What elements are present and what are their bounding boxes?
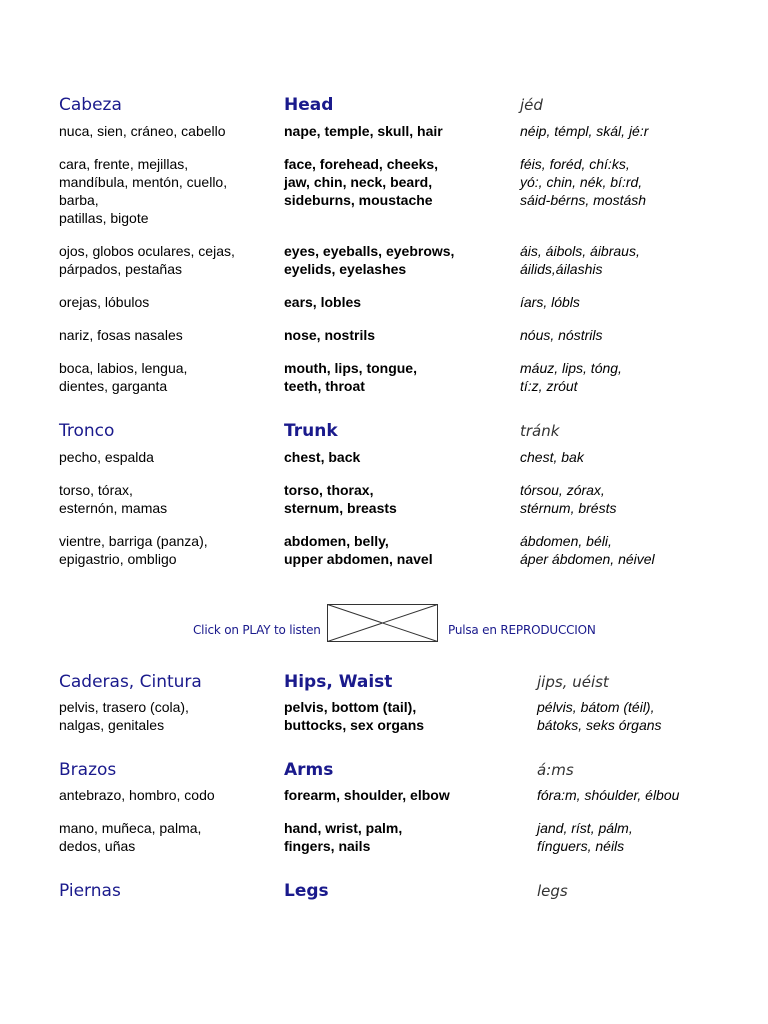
vocab-pronunciation: néip, témpl, skál, jé:r [520,123,649,139]
vocab-es: nariz, fosas nasales [59,327,183,343]
play-instruction-es: Pulsa en REPRODUCCION [448,623,596,637]
heading-en: Legs [284,881,329,901]
vocab-en: torso, thorax, sternum, breasts [284,482,397,516]
play-instruction-en: Click on PLAY to listen [193,623,321,637]
heading-es: Cabeza [59,95,122,115]
heading-pronunciation: á:ms [537,761,574,779]
audio-player-row [0,604,768,644]
vocab-pronunciation: jand, ríst, pálm, fínguers, néils [537,820,633,854]
vocab-en: pelvis, bottom (tail), buttocks, sex organs [284,699,425,733]
heading-pronunciation: legs [537,882,568,900]
heading-es: Brazos [59,760,117,780]
vocab-en: eyes, eyeballs, eyebrows, eyelids, eyelashes [284,243,455,277]
vocab-pronunciation: ábdomen, béli, áper ábdomen, néivel [520,533,655,567]
vocab-es: mano, muñeca, palma, dedos, uñas [59,820,202,854]
vocab-pronunciation: áis, áibols, áibraus, áilids,áilashis [520,243,640,277]
vocab-es: antebrazo, hombro, codo [59,787,215,803]
vocab-pronunciation: tórsou, zórax, stérnum, brésts [520,482,617,516]
vocab-en: face, forehead, cheeks, jaw, chin, neck, beard, sideburns, moustache [284,156,439,208]
vocab-en: nose, nostrils [284,327,376,343]
vocab-pronunciation: íars, lóbls [520,294,580,310]
vocab-en: chest, back [284,449,361,465]
heading-en: Head [284,95,334,115]
vocab-pronunciation: chest, bak [520,449,584,465]
heading-es: Caderas, Cintura [59,672,202,692]
vocab-en: ears, lobles [284,294,362,310]
vocab-es: cara, frente, mejillas, mandíbula, mentón, cuello, barba, patillas, bigote [59,156,228,226]
heading-es: Piernas [59,881,121,901]
vocab-en: mouth, lips, tongue, teeth, throat [284,360,417,394]
heading-en: Arms [284,760,334,780]
vocab-es: vientre, barriga (panza), epigastrio, ombligo [59,533,208,567]
audio-player-placeholder[interactable] [327,604,438,642]
vocab-en: nape, temple, skull, hair [284,123,443,139]
vocab-es: boca, labios, lengua, dientes, garganta [59,360,188,394]
vocab-en: forearm, shoulder, elbow [284,787,450,803]
vocab-pronunciation: nóus, nóstrils [520,327,603,343]
heading-en: Hips, Waist [284,672,393,692]
vocab-es: pelvis, trasero (cola), nalgas, genitales [59,699,189,733]
vocab-es: orejas, lóbulos [59,294,150,310]
vocab-es: pecho, espalda [59,449,154,465]
heading-pronunciation: jips, uéist [537,673,609,691]
heading-en: Trunk [284,421,338,441]
vocab-pronunciation: máuz, lips, tóng, tí:z, zróut [520,360,622,394]
vocab-es: ojos, globos oculares, cejas, párpados, pestañas [59,243,235,277]
vocab-en: hand, wrist, palm, fingers, nails [284,820,403,854]
vocab-pronunciation: fóra:m, shóulder, élbou [537,787,680,803]
heading-pronunciation: tránk [520,422,560,440]
missing-plugin-icon [327,604,438,642]
vocab-en: abdomen, belly, upper abdomen, navel [284,533,433,567]
vocab-pronunciation: féis, foréd, chí:ks, yó:, chin, nék, bí:rd, sáid-bérns, mostásh [520,156,647,208]
heading-pronunciation: jéd [520,96,543,114]
vocab-es: torso, tórax, esternón, mamas [59,482,168,516]
heading-es: Tronco [59,421,115,441]
vocab-es: nuca, sien, cráneo, cabello [59,123,226,139]
vocab-pronunciation: pélvis, bátom (téil), bátoks, seks órgans [537,699,662,733]
